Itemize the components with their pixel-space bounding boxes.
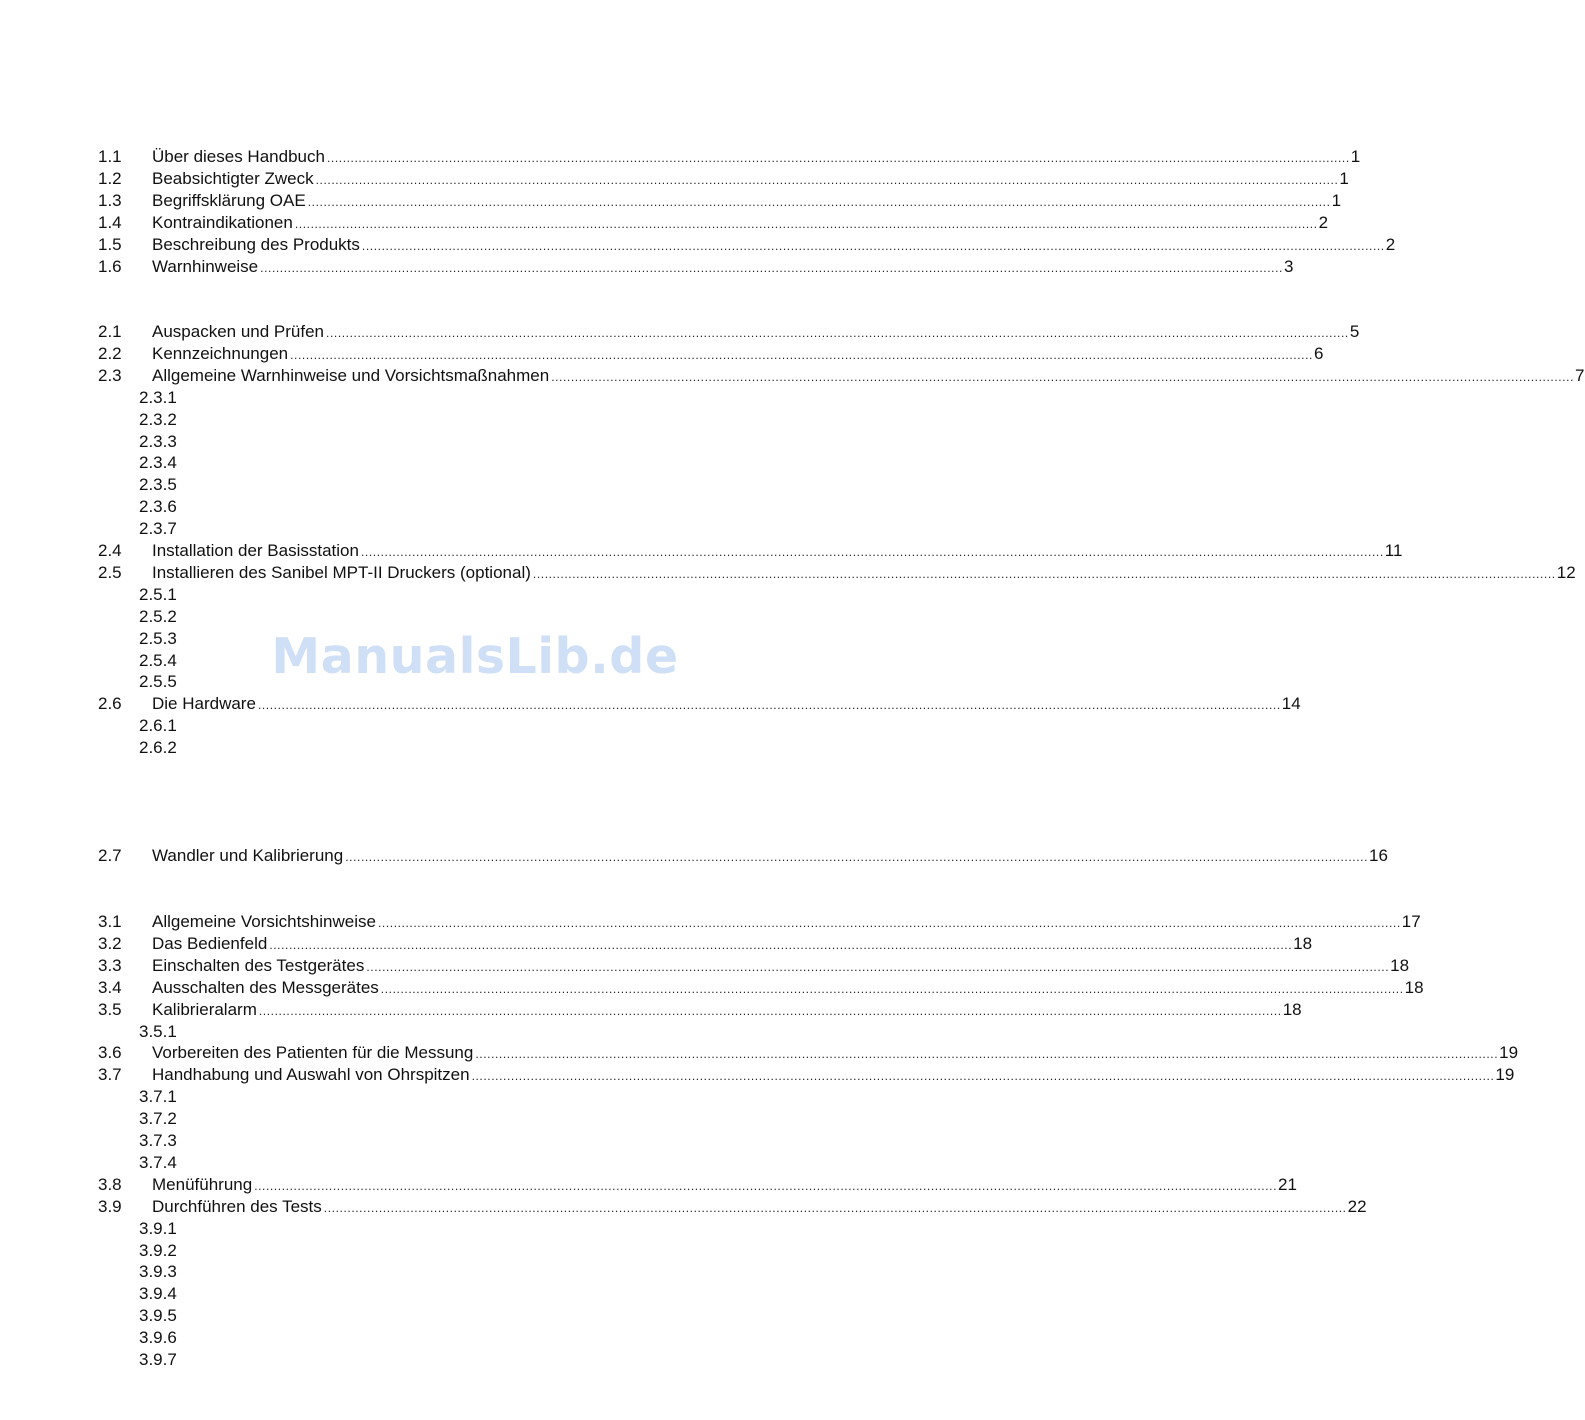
toc-dot-leader: .................................................................................................................................................................................................................................................................... — [326, 326, 1349, 340]
toc-entry-number: 3.9 — [98, 1196, 122, 1216]
toc-entry[interactable] — [98, 146, 1361, 168]
toc-subentry-number[interactable]: 3.7.1 — [139, 1087, 177, 1107]
toc-entry[interactable] — [98, 845, 1388, 867]
toc-entry[interactable] — [98, 955, 1410, 977]
toc-entry-title: Kennzeichnungen — [152, 343, 289, 363]
toc-subentry-number[interactable]: 2.3.1 — [139, 387, 177, 407]
toc-entry-title: Das Bedienfeld — [152, 933, 268, 953]
toc-entry-page: 16 — [1369, 846, 1388, 865]
toc-subentry-number[interactable]: 2.5.2 — [139, 606, 177, 626]
toc-dot-leader: .................................................................................................................................................................................................................................................................... — [377, 916, 1401, 930]
toc-entry-title: Warnhinweise — [152, 256, 259, 276]
toc-entry-number: 2.6 — [98, 694, 122, 714]
toc-dot-leader: .................................................................................................................................................................................................................................................................... — [269, 937, 1293, 952]
toc-entry[interactable] — [98, 911, 1421, 933]
toc-entry-page: 18 — [1293, 933, 1313, 953]
toc-entry-title: Installieren des Sanibel MPT-II Druckers (optional) — [152, 562, 531, 582]
toc-entry[interactable] — [98, 693, 1301, 715]
toc-dot-leader: .................................................................................................................................................................................................................................................................... — [475, 1047, 1499, 1062]
toc-entry-page: 11 — [1384, 541, 1403, 560]
toc-entry[interactable] — [98, 977, 1424, 999]
toc-entry-number: 3.2 — [98, 933, 122, 953]
toc-entry-number: 3.4 — [98, 977, 122, 997]
toc-dot-leader: .................................................................................................................................................................................................................................................................... — [290, 347, 1313, 362]
toc-entry-page: 18 — [1404, 977, 1424, 997]
toc-subentry-number[interactable]: 3.9.6 — [139, 1328, 177, 1348]
toc-entry-title: Vorbereiten des Patienten für die Messung — [152, 1043, 474, 1063]
toc-entry[interactable] — [98, 1042, 1519, 1064]
toc-subentry-number[interactable]: 2.5.5 — [139, 672, 177, 692]
toc-subentry-number[interactable]: 3.7.3 — [139, 1131, 177, 1150]
toc-subentry-number[interactable]: 2.5.4 — [139, 650, 177, 670]
toc-dot-leader: .................................................................................................................................................................................................................................................................... — [361, 238, 1385, 253]
toc-entry-number: 1.3 — [98, 190, 122, 210]
toc-dot-leader: .................................................................................................................................................................................................................................................................... — [260, 260, 1283, 275]
toc-entry[interactable] — [98, 365, 1585, 387]
toc-subentry-number[interactable]: 2.3.4 — [139, 453, 177, 473]
toc-dot-leader: .................................................................................................................................................................................................................................................................... — [326, 151, 1350, 165]
toc-dot-leader: .................................................................................................................................................................................................................................................................... — [294, 216, 1318, 231]
toc-entry-page: 7 — [1575, 365, 1585, 385]
toc-dot-leader: .................................................................................................................................................................................................................................................................... — [551, 369, 1575, 384]
toc-subentry-number[interactable]: 2.3.6 — [139, 497, 177, 517]
toc-entry-number: 3.7 — [98, 1065, 122, 1085]
toc-dot-leader: .................................................................................................................................................................................................................................................................... — [380, 981, 1404, 996]
toc-entry-number: 2.4 — [98, 541, 122, 560]
toc-subentry-number[interactable]: 2.6.1 — [139, 716, 177, 736]
toc-dot-leader: .................................................................................................................................................................................................................................................................... — [258, 1003, 1282, 1018]
toc-entry-title: Handhabung und Auswahl von Ohrspitzen — [152, 1065, 470, 1085]
toc-entry-page: 1 — [1350, 147, 1361, 166]
toc-entry-page: 1 — [1331, 190, 1342, 210]
toc-subentry-number[interactable]: 3.9.7 — [139, 1350, 177, 1369]
toc-entry-title: Über dieses Handbuch — [152, 147, 325, 166]
toc-entry-title: Ausschalten des Messgerätes — [152, 977, 379, 997]
toc-subentry-number[interactable]: 3.9.4 — [139, 1284, 177, 1304]
toc-subentry-number[interactable]: 2.3.2 — [139, 409, 177, 429]
toc-subentry-number[interactable]: 2.3.3 — [139, 431, 177, 451]
toc-entry-title: Kalibrieralarm — [152, 999, 257, 1019]
toc-entry[interactable] — [98, 212, 1329, 234]
toc-entry-title: Wandler und Kalibrierung — [152, 846, 344, 865]
toc-entry[interactable] — [98, 168, 1349, 190]
toc-entry-page: 1 — [1339, 168, 1349, 188]
toc-entry[interactable] — [98, 1174, 1297, 1196]
toc-entry-title: Allgemeine Warnhinweise und Vorsichtsmaßnahmen — [152, 365, 550, 385]
watermark: ManualsLib.de — [271, 628, 679, 685]
toc-entry-number: 3.3 — [98, 955, 122, 975]
toc-entry[interactable] — [98, 190, 1342, 212]
toc-entry-title: Beschreibung des Produkts — [152, 234, 360, 254]
toc-entry[interactable] — [98, 999, 1302, 1021]
toc-entry[interactable] — [98, 234, 1396, 256]
toc-entry[interactable] — [98, 1196, 1367, 1218]
toc-subentry-number[interactable]: 3.7.4 — [139, 1152, 177, 1172]
toc-entry-page: 12 — [1556, 562, 1576, 582]
toc-dot-leader: .................................................................................................................................................................................................................................................................... — [345, 850, 1369, 864]
toc-entry-page: 2 — [1318, 212, 1329, 232]
toc-entry-number: 3.5 — [98, 999, 122, 1019]
toc-entry-title: Beabsichtigter Zweck — [152, 168, 314, 188]
toc-entry[interactable] — [98, 321, 1360, 343]
toc-entry-number: 2.7 — [98, 846, 122, 865]
toc-entry-title: Allgemeine Vorsichtshinweise — [152, 912, 376, 931]
toc-entry-title: Begriffsklärung OAE — [152, 190, 306, 210]
toc-subentry-number[interactable]: 2.6.2 — [139, 738, 177, 758]
toc-entry-page: 17 — [1401, 912, 1421, 931]
toc-entry-page: 5 — [1349, 322, 1360, 341]
toc-entry-title: Installation der Basisstation — [152, 541, 359, 560]
toc-entry-number: 2.3 — [98, 365, 122, 385]
toc-dot-leader: .................................................................................................................................................................................................................................................................... — [315, 172, 1339, 187]
toc-entry-title: Die Hardware — [152, 694, 256, 714]
toc-dot-leader: .................................................................................................................................................................................................................................................................... — [366, 959, 1390, 974]
toc-entry[interactable] — [98, 933, 1313, 955]
toc-dot-leader: .................................................................................................................................................................................................................................................................... — [254, 1178, 1278, 1193]
toc-entry-title: Kontraindikationen — [152, 212, 293, 232]
toc-entry-number: 1.4 — [98, 212, 122, 232]
toc-entry-title: Menüführung — [152, 1174, 253, 1194]
toc-dot-leader: .................................................................................................................................................................................................................................................................... — [471, 1069, 1495, 1084]
toc-dot-leader: .................................................................................................................................................................................................................................................................... — [257, 698, 1281, 713]
toc-entry-number: 1.5 — [98, 234, 122, 254]
toc-entry-title: Einschalten des Testgerätes — [152, 955, 365, 975]
toc-subentry-number[interactable]: 2.5.3 — [139, 628, 177, 648]
toc-entry[interactable] — [98, 256, 1294, 278]
toc-subentry-number[interactable]: 2.5.1 — [139, 584, 177, 604]
toc-dot-leader: .................................................................................................................................................................................................................................................................... — [360, 545, 1384, 559]
toc-entry-number: 2.2 — [98, 343, 122, 363]
toc-entry[interactable] — [98, 1064, 1515, 1086]
toc-entry-number: 1.1 — [98, 147, 122, 166]
toc-entry-page: 2 — [1385, 234, 1396, 254]
toc-entry[interactable] — [98, 540, 1403, 562]
toc-subentry-number[interactable]: 2.3.5 — [139, 475, 177, 495]
toc-subentry-number[interactable]: 3.7.2 — [139, 1109, 177, 1129]
toc-subentry-number[interactable]: 3.9.1 — [139, 1218, 177, 1238]
toc-entry-page: 21 — [1278, 1174, 1297, 1194]
toc-entry-page: 14 — [1281, 694, 1301, 714]
toc-entry-page: 19 — [1495, 1065, 1515, 1085]
toc-dot-leader: .................................................................................................................................................................................................................................................................... — [532, 566, 1556, 581]
toc-entry-page: 19 — [1499, 1043, 1519, 1063]
toc-subentry-number[interactable]: 3.9.2 — [139, 1240, 177, 1260]
toc-entry-number: 1.6 — [98, 256, 122, 276]
toc-entry-number: 3.1 — [98, 912, 122, 931]
toc-subentry-number[interactable]: 3.5.1 — [139, 1021, 177, 1041]
toc-entry-number: 2.1 — [98, 322, 122, 341]
toc-entry[interactable] — [98, 343, 1324, 365]
toc-entry-page: 22 — [1347, 1196, 1367, 1216]
toc-subentry-number[interactable]: 2.3.7 — [139, 519, 177, 539]
toc-dot-leader: .................................................................................................................................................................................................................................................................... — [307, 194, 1331, 209]
toc-entry-page: 18 — [1390, 955, 1410, 975]
toc-subentry-number[interactable]: 3.9.5 — [139, 1306, 177, 1326]
toc-entry-title: Durchführen des Tests — [152, 1196, 322, 1216]
toc-entry-number: 3.8 — [98, 1174, 122, 1194]
toc-dot-leader: .................................................................................................................................................................................................................................................................... — [323, 1200, 1347, 1215]
toc-subentry-number[interactable]: 3.9.3 — [139, 1262, 177, 1282]
toc-entry-number: 2.5 — [98, 562, 122, 582]
toc-entry[interactable] — [98, 562, 1576, 584]
toc-entry-page: 3 — [1283, 256, 1294, 276]
toc-entry-number: 3.6 — [98, 1043, 122, 1063]
toc-entry-page: 6 — [1313, 343, 1324, 363]
toc-entry-number: 1.2 — [98, 168, 122, 188]
toc-entry-title: Auspacken und Prüfen — [152, 322, 325, 341]
toc-entry-page: 18 — [1282, 999, 1302, 1019]
